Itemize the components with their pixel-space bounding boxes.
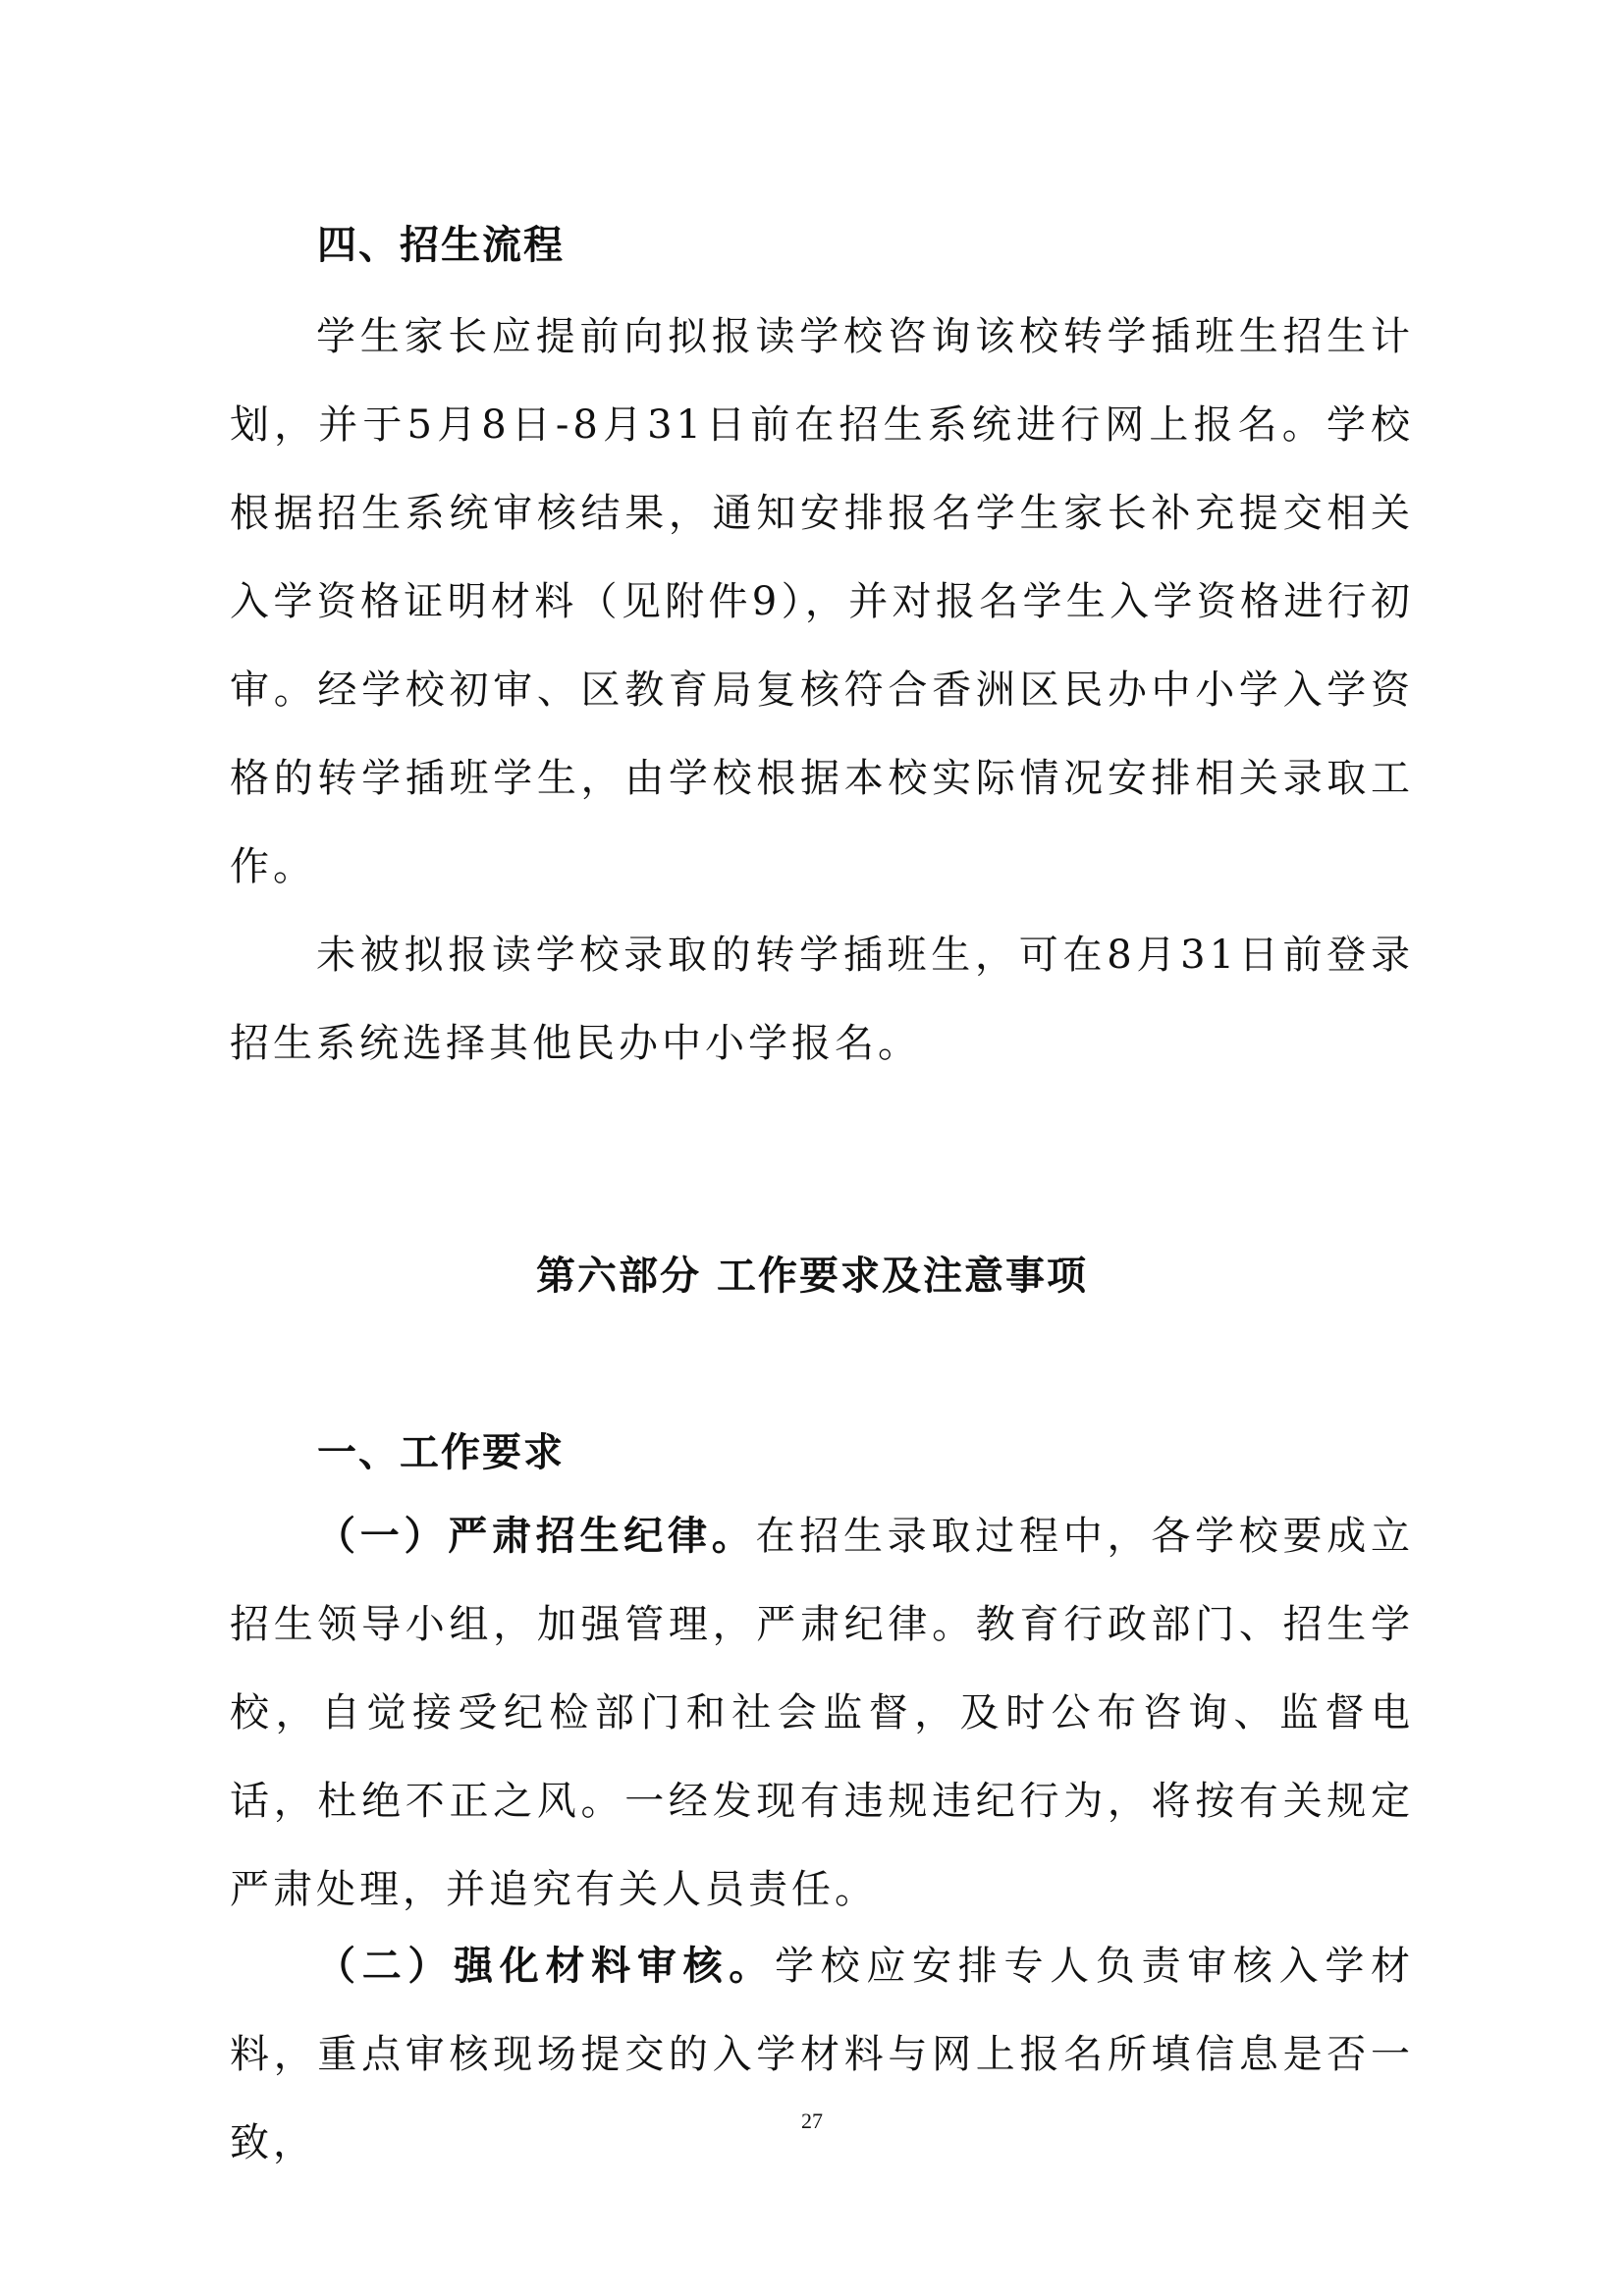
item-1-lead: （一）严肃招生纪律。 (316, 1514, 756, 1559)
paragraph-process-1: 学生家长应提前向拟报读学校咨询该校转学插班生招生计划，并于5月8日-8月31日前在招生系统进行网上报名。学校根据招生系统审核结果，通知安排报名学生家长补充提交相关入学资格证明材料（见附件9），并对报名学生入学资格进行初审。经学校初审、区教育局复核符合香洲区民办中小学入学资格的转学插班学生，由学校根据本校实际情况安排相关录取工作。 (230, 314, 1414, 889)
item-2-lead: （二）强化材料审核。 (316, 1944, 775, 1989)
paragraph-item-2 (230, 1922, 1414, 2187)
section-heading-work-requirements: 一、工作要求 (317, 1430, 565, 1475)
item-1-text: 在招生录取过程中，各学校要成立招生领导小组，加强管理，严肃纪律。教育行政部门、招生学校，自觉接受纪检部门和社会监督，及时公布咨询、监督电话，杜绝不正之风。一经发现有违规违纪行为，将按有关规定严肃处理，并追究有关人员责任。 (230, 1514, 1414, 1912)
paragraph-process-2: 未被拟报读学校录取的转学插班生，可在8月31日前登录招生系统选择其他民办中小学报名。 (230, 933, 1414, 1066)
section-heading-enrollment-process: 四、招生流程 (317, 223, 565, 268)
page-number: 27 (801, 2109, 823, 2133)
item-2-text: 学校应安排专人负责审核入学材料，重点审核现场提交的入学材料与网上报名所填信息是否一致， (230, 1944, 1415, 2165)
part-six-title: 第六部分 工作要求及注意事项 (536, 1254, 1088, 1299)
paragraph-item-1 (230, 1492, 1414, 1934)
